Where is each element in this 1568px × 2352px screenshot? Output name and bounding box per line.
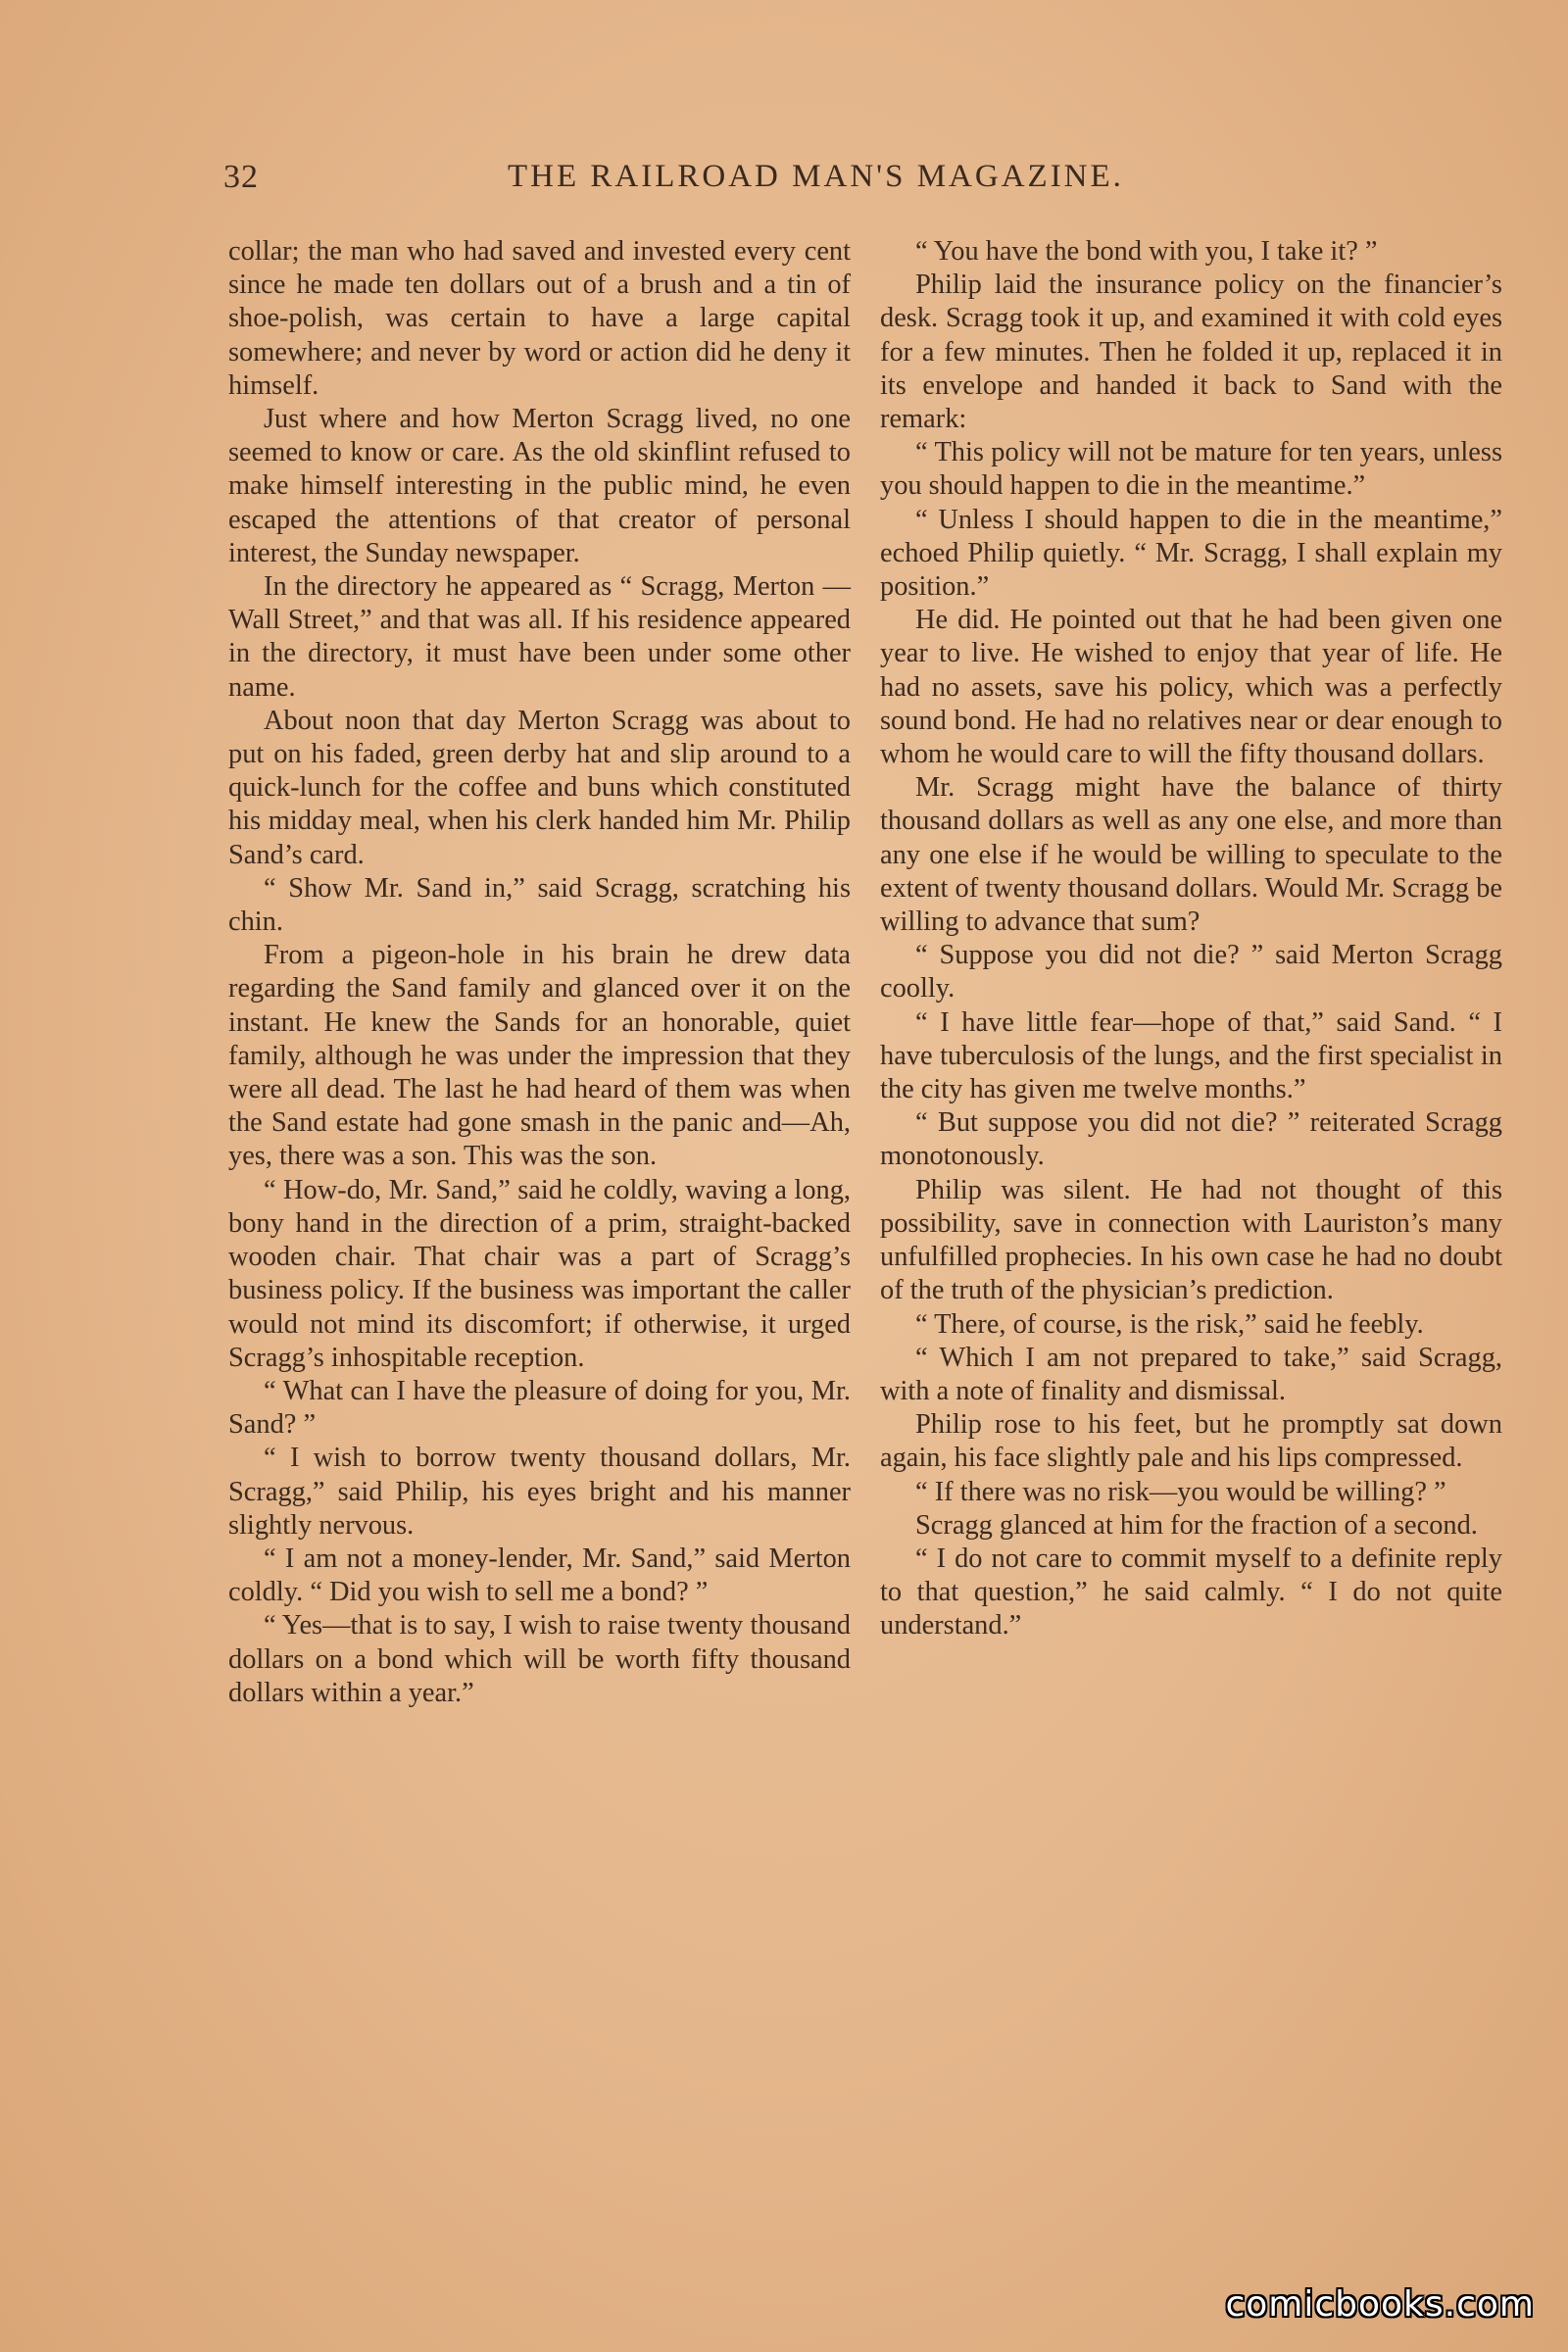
paragraph: “ If there was no risk—you would be willing? ” — [915, 1476, 1446, 1507]
paragraph: “ How-do, Mr. Sand,” said he coldly, waving a long, bony hand in the direction of a prim, straight-backed wooden chair. That chair was a part of Scragg’s business policy. If the business was important the caller would not mind its discomfort; if otherwise, it urged Scragg’s inhospitable reception. — [228, 1174, 851, 1373]
paragraph: “ I am not a money-lender, Mr. Sand,” said Merton coldly. “ Did you wish to sell me a bond? ” — [228, 1543, 851, 1608]
paragraph: From a pigeon-hole in his brain he drew data regarding the Sand family and glanced over it on the instant. He knew the Sands for an honorable, quiet family, although he was under the impression that they were all dead. The last he had heard of them was when the Sand estate had gone smash in the panic and—Ah, yes, there was a son. This was the son. — [228, 940, 851, 1172]
paragraph: In the directory he appeared as “ Scragg, Merton — Wall Street,” and that was all. If his residence appeared in the directory, it must have been under some other name. — [228, 571, 851, 703]
paragraph: “ Show Mr. Sand in,” said Scragg, scratching his chin. — [228, 872, 851, 938]
watermark: comicbooks.com — [1225, 2284, 1535, 2325]
paragraph: Mr. Scragg might have the balance of thirty thousand dollars as well as any one else, and more than any one else if he would be willing to speculate to the extent of twenty thousand dollars. Would Mr. Scragg be willing to advance that sum? — [880, 772, 1502, 938]
paragraph: Just where and how Merton Scragg lived, no one seemed to know or care. As the old skinflint refused to make himself interesting in the public mind, he even escaped the attentions of that creator of personal interest, the Sunday newspaper. — [228, 404, 851, 568]
paragraph: “ Suppose you did not die? ” said Merton Scragg coolly. — [880, 940, 1502, 1004]
page-number: 32 — [223, 159, 259, 195]
paragraph: “ Yes—that is to say, I wish to raise twenty thousand dollars on a bond which will be worth fifty thousand dollars within a year.” — [228, 1610, 851, 1708]
paragraph: About noon that day Merton Scragg was about to put on his faded, green derby hat and slip around to a quick-lunch for the coffee and buns which constituted his midday meal, when his clerk handed him Mr. Philip Sand’s card. — [228, 705, 851, 870]
paragraph: “ This policy will not be mature for ten years, unless you should happen to die in the meantime.” — [880, 437, 1502, 502]
paragraph: “ I wish to borrow twenty thousand dollars, Mr. Scragg,” said Philip, his eyes bright and his manner slightly nervous. — [228, 1443, 851, 1541]
page-header — [223, 159, 1213, 208]
paragraph: Philip rose to his feet, but he promptly sat down again, his face slightly pale and his lips compressed. — [880, 1409, 1502, 1474]
paragraph: “ I do not care to commit myself to a definite reply to that question,” he said calmly. “ I do not quite understand.” — [880, 1543, 1502, 1642]
right-text-column — [880, 235, 1502, 1643]
paragraph: “ Which I am not prepared to take,” said Scragg, with a note of finality and dismissal. — [880, 1342, 1502, 1406]
paragraph: “ What can I have the pleasure of doing for you, Mr. Sand? ” — [228, 1375, 851, 1441]
paragraph: He did. He pointed out that he had been given one year to live. He wished to enjoy that year of life. He had no assets, save his policy, which was a perfectly sound bond. He had no relatives near or dear enough to whom he would care to will the fifty thousand dollars. — [880, 605, 1502, 770]
paragraph: “ But suppose you did not die? ” reiterated Scragg monotonously. — [880, 1107, 1502, 1172]
left-text-column — [228, 235, 851, 1710]
running-title: THE RAILROAD MAN'S MAGAZINE. — [508, 159, 1124, 194]
paragraph: collar; the man who had saved and invested every cent since he made ten dollars out of a brush and a tin of shoe-polish, was certain to have a large capital somewhere; and never by word or action did he deny it himself. — [228, 236, 851, 401]
paragraph: “ There, of course, is the risk,” said he feebly. — [915, 1308, 1424, 1340]
paragraph: Scragg glanced at him for the fraction of a second. — [915, 1509, 1478, 1541]
paragraph: Philip laid the insurance policy on the financier’s desk. Scragg took it up, and examined it with cold eyes for a few minutes. Then he folded it up, replaced it in its envelope and handed it back to Sand with the remark: — [880, 270, 1502, 435]
paragraph: “ I have little fear—hope of that,” said Sand. “ I have tuberculosis of the lungs, and the first specialist in the city has given me twelve months.” — [880, 1006, 1502, 1105]
paragraph: “ You have the bond with you, I take it? ” — [915, 236, 1378, 267]
paragraph: Philip was silent. He had not thought of this possibility, save in connection with Lauriston’s many unfulfilled prophecies. In his own case he had no doubt of the truth of the physician’s prediction. — [880, 1174, 1502, 1306]
paragraph: “ Unless I should happen to die in the meantime,” echoed Philip quietly. “ Mr. Scragg, I shall explain my position.” — [880, 504, 1502, 603]
